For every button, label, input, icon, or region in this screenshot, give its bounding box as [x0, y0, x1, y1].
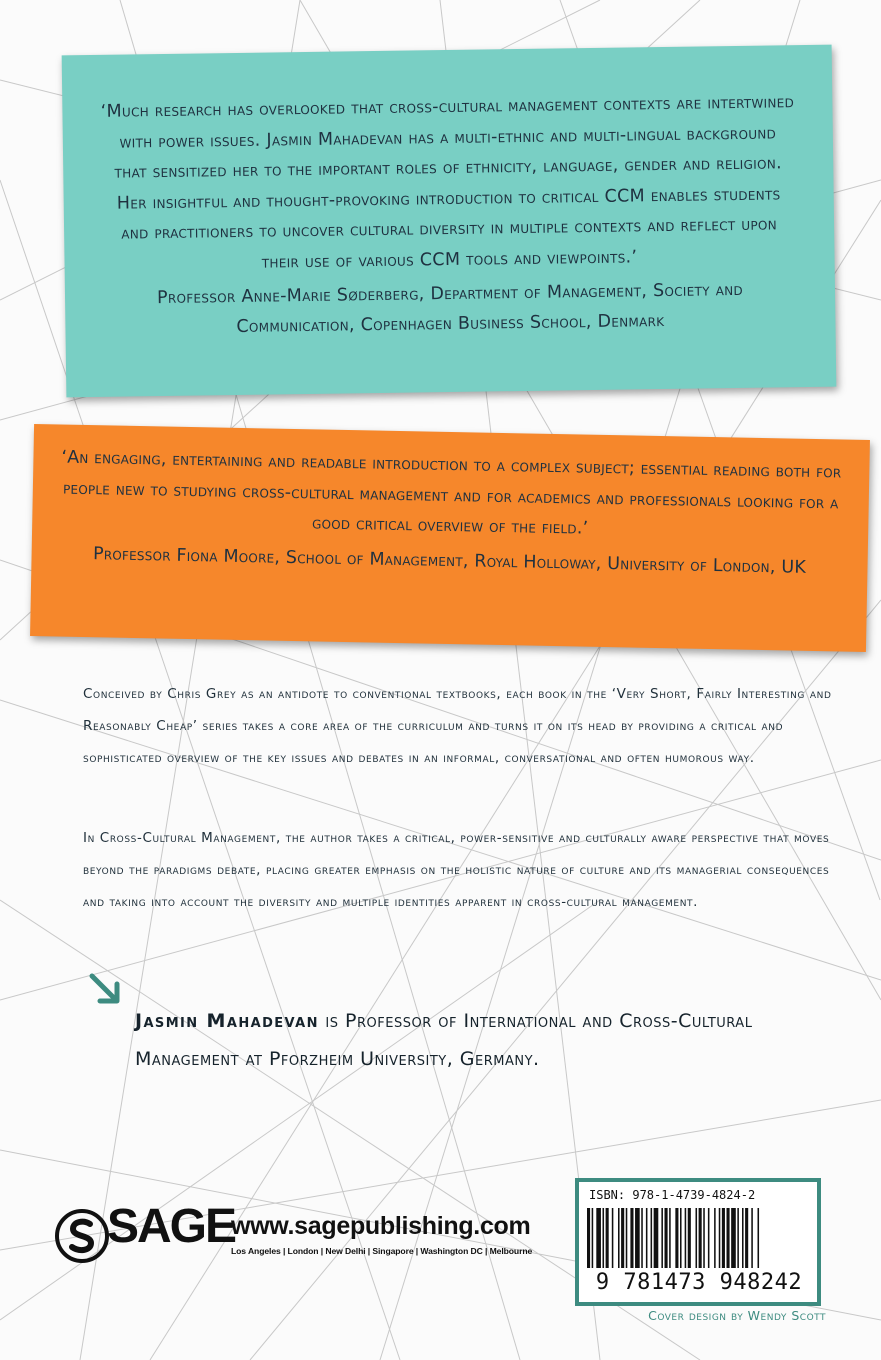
barcode-bar: [621, 1208, 624, 1268]
publisher-url: www.sagepublishing.com: [231, 1212, 531, 1240]
author-bio: [135, 1002, 835, 1078]
quote-card-1: [62, 45, 837, 398]
barcode-bar: [665, 1208, 668, 1268]
barcode-bar: [688, 1208, 691, 1268]
barcode-bar: [731, 1208, 736, 1268]
quote-1-text: ‘Much research has overlooked that cross-cultural management contexts are intertwined with power issues. Jasmin Mahadevan has a multi-ethnic and multi-lingual background that sensitized her to the important roles of ethnicity, language, gender and religion. Her insightful and thought-provoking introduction to critical CCM enables students and practitioners to uncover cultural diversity in multiple contexts and reflect upon their use of various CCM tools and viewpoints.’: [100, 92, 795, 273]
barcode-bar: [680, 1208, 682, 1268]
barcode-bar: [603, 1208, 605, 1268]
barcode-bar: [654, 1208, 659, 1268]
arrow-down-right-icon: [88, 972, 122, 1006]
barcode-bar: [685, 1208, 687, 1268]
barcode-bar: [661, 1208, 663, 1268]
barcode-bar: [719, 1208, 721, 1268]
barcode-bar: [675, 1208, 678, 1268]
author-name: Jasmin Mahadevan: [135, 1010, 319, 1032]
quote-card-2: [30, 424, 870, 652]
barcode-bar: [751, 1208, 753, 1268]
barcode-bar: [635, 1208, 640, 1268]
barcode-bar: [703, 1208, 705, 1268]
barcode-bar: [727, 1208, 730, 1268]
barcode-bar: [714, 1208, 716, 1268]
isbn-digits: 9 781473 948242: [595, 1270, 803, 1295]
barcode-bar: [612, 1208, 614, 1268]
isbn-barcode-box: [575, 1178, 821, 1306]
barcode-bar: [641, 1208, 643, 1268]
book-blurb-paragraph: In Cross-Cultural Management, the author takes a critical, power-sensitive and culturally aware perspective that moves beyond the paradigms debate, placing greater emphasis on the holistic nature of culture and its managerial consequences and taking into account the diversity and multiple identities apparent in cross-cultural management.: [83, 830, 830, 910]
barcode-bar: [596, 1208, 601, 1268]
barcode-bar: [742, 1208, 744, 1268]
quote-2-text: ‘An engaging, entertaining and readable introduction to a complex subject; essential reading both for people new to studying cross-cultural management and for academics and professionals looking for a good critical overview of the field.’: [61, 447, 842, 539]
isbn-label: ISBN: 978-1-4739-4824-2: [589, 1188, 756, 1202]
barcode: [587, 1208, 809, 1272]
barcode-bar: [669, 1208, 671, 1268]
barcode-bar: [699, 1208, 702, 1268]
quote-2-attribution: Professor Fiona Moore, School of Management, Royal Holloway, University of London, UK: [92, 543, 807, 578]
barcode-bar: [745, 1208, 748, 1268]
barcode-bar: [606, 1208, 609, 1268]
author-bio-text: is Professor of International and Cross-Cultural Management at Pforzheim University, Germany.: [135, 1010, 753, 1070]
publisher-cities: Los Angeles | London | New Delhi | Singapore | Washington DC | Melbourne: [231, 1246, 533, 1256]
barcode-bar: [630, 1208, 633, 1268]
series-blurb-paragraph: Conceived by Chris Grey as an antidote to conventional textbooks, each book in the ‘Very Short, Fairly Interesting and Reasonably Cheap’ series takes a core area of the curriculum and turns it on its head by providing a critical and sophisticated overview of the key issues and debates in an informal, conversational and often humorous way.: [83, 686, 832, 766]
barcode-bar: [646, 1208, 648, 1268]
barcode-bar: [722, 1208, 725, 1268]
sage-logo-text: SAGE: [107, 1200, 236, 1253]
barcode-bar: [626, 1208, 628, 1268]
barcode-bar: [592, 1208, 594, 1268]
barcode-bar: [696, 1208, 698, 1268]
barcode-bar: [587, 1208, 590, 1268]
barcode-bar: [737, 1208, 739, 1268]
cover-design-credit: Cover design by Wendy Scott: [648, 1308, 826, 1323]
barcode-bar: [618, 1208, 620, 1268]
barcode-bar: [651, 1208, 653, 1268]
barcode-bar: [758, 1208, 760, 1268]
quote-1-attribution: Professor Anne-Marie Søderberg, Department of Management, Society and Communication, Copenhagen Business School, Denmark: [156, 279, 744, 337]
sage-s-logo-icon: [54, 1208, 110, 1264]
barcode-bar: [708, 1208, 710, 1268]
